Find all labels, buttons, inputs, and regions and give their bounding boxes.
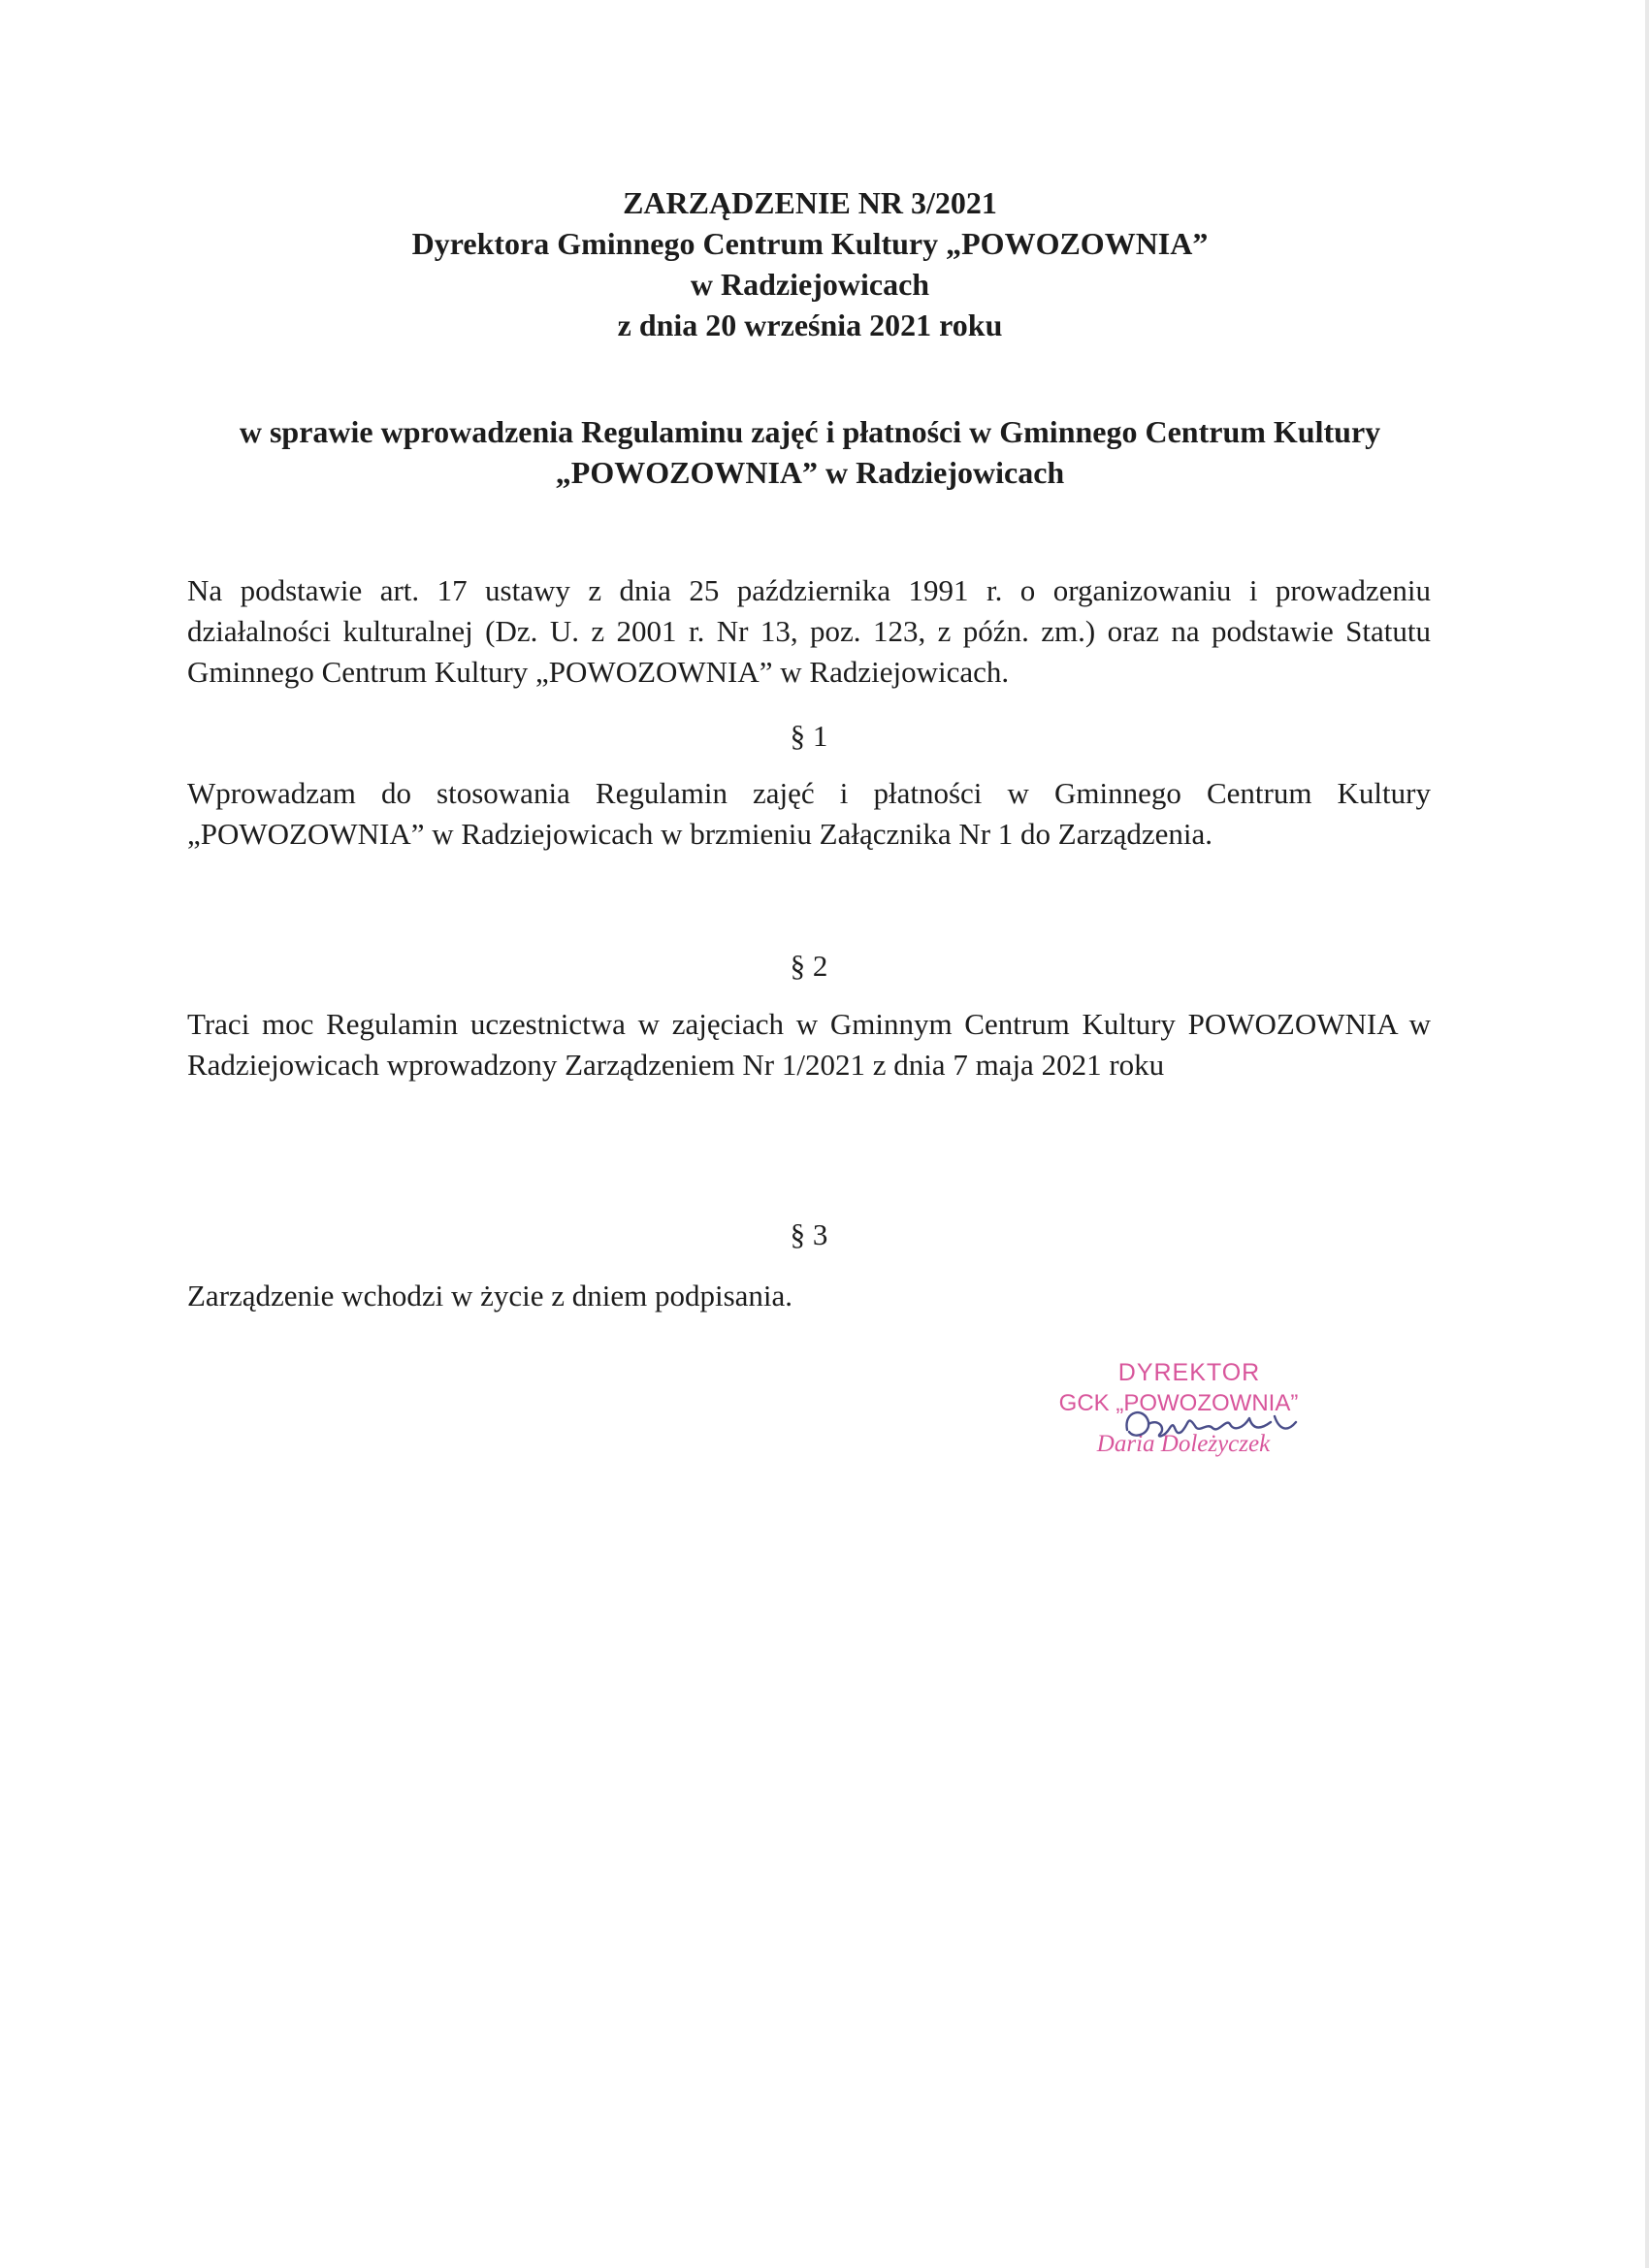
document-title: ZARZĄDZENIE NR 3/2021 (623, 185, 997, 220)
document-date: z dnia 20 września 2021 roku (617, 308, 1003, 342)
scan-edge (1645, 0, 1649, 2268)
stamp-institution: GCK „POWOZOWNIA” (1058, 1390, 1299, 1416)
issuer-location: w Radziejowicach (690, 267, 930, 302)
section-text-3: Zarządzenie wchodzi w życie z dniem podpisania. (187, 1279, 793, 1312)
preamble-paragraph: Na podstawie art. 17 ustawy z dnia 25 października 1991 r. o organizowaniu i prowadzeniu działalności kulturalnej (Dz. U. z 2001 r. Nr 13, poz. 123, z późn. zm.) oraz na podstawie Statutu Gminnego Centrum Kultury „POWOZOWNIA” w Radziejowicach. (187, 573, 1431, 689)
section-mark-1: § 1 (790, 719, 828, 753)
section-mark-3: § 3 (790, 1217, 828, 1251)
document-subject (184, 411, 1436, 493)
stamp-title: DYREKTOR (1117, 1359, 1261, 1386)
subject-line-2: „POWOZOWNIA” w Radziejowicach (555, 455, 1065, 490)
subject-line-1: w sprawie wprowadzenia Regulaminu zajęć i płatności w Gminnego Centrum Kultury (239, 414, 1381, 449)
stamp-name: Daria Doleżyczek (1096, 1431, 1271, 1457)
handwritten-signature (1106, 1389, 1319, 1457)
issuer-line: Dyrektora Gminnego Centrum Kultury „POWOZOWNIA” (411, 226, 1209, 261)
section-text-2: Traci moc Regulamin uczestnictwa w zajęciach w Gminnym Centrum Kultury POWOZOWNIA w Radziejowicach wprowadzony Zarządzeniem Nr 1/2021 z dnia 7 maja 2021 roku (187, 1007, 1431, 1082)
section-mark-2: § 2 (790, 949, 828, 983)
document-header (184, 182, 1436, 345)
section-text-1: Wprowadzam do stosowania Regulamin zajęć i płatności w Gminnego Centrum Kultury „POWOZOWNIA” w Radziejowicach w brzmieniu Załącznika Nr 1 do Zarządzenia. (187, 776, 1431, 851)
